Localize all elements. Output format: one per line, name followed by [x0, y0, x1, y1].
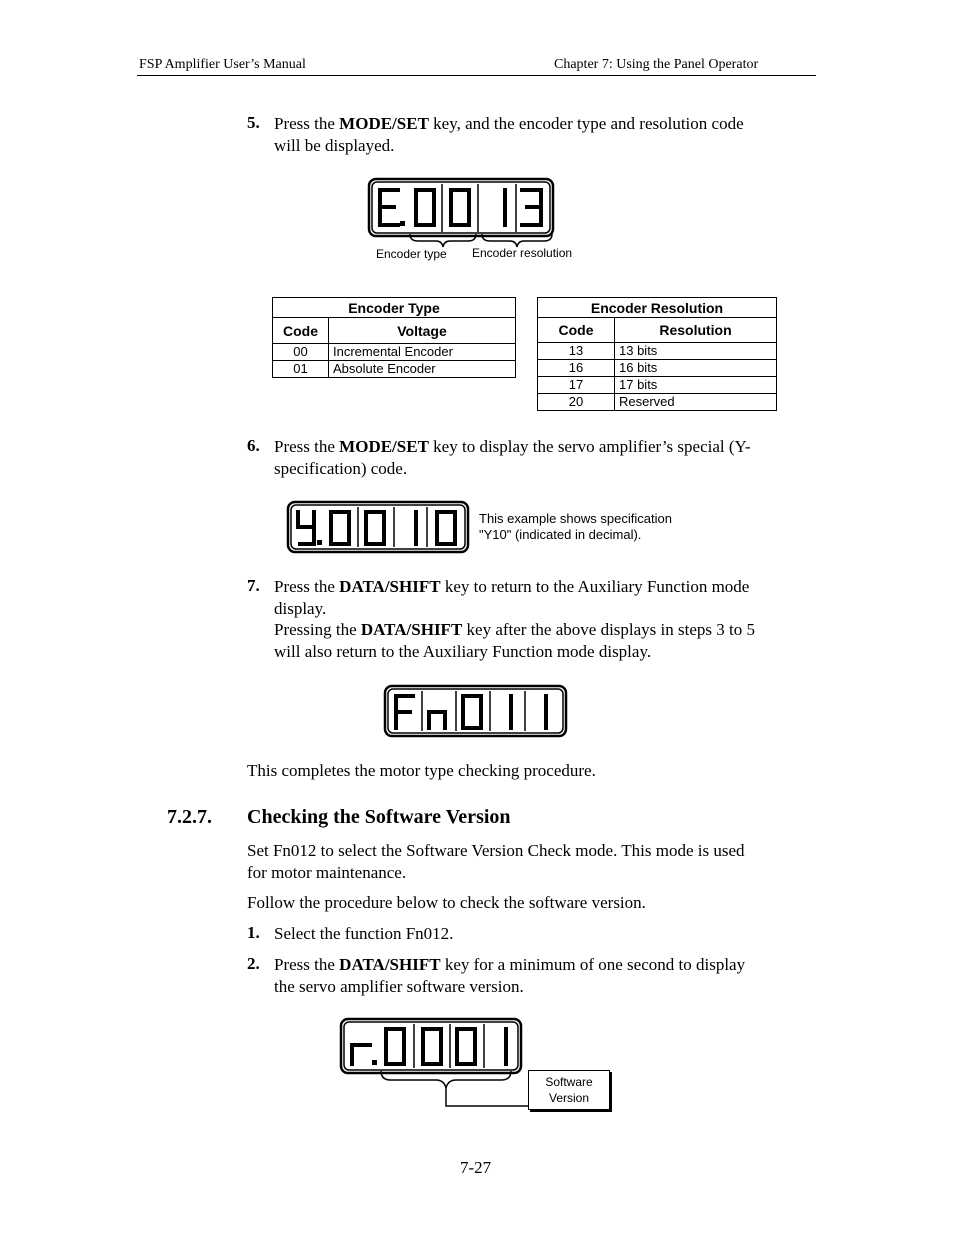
cell-code: 17	[538, 377, 615, 394]
completion-text: This completes the motor type checking procedure.	[247, 761, 596, 780]
step7-number: 7.	[247, 576, 260, 595]
section-follow-text: Follow the procedure below to check the software version.	[247, 893, 646, 912]
step5-text: Press the MODE/SET key, and the encoder type and resolution code will be displayed.	[274, 114, 744, 155]
cell-value: Incremental Encoder	[329, 344, 516, 361]
table-row	[538, 343, 777, 360]
table-row	[273, 361, 516, 378]
encoder-resolution-table-title: Encoder Resolution	[538, 298, 777, 318]
cell-code: 16	[538, 360, 615, 377]
sw-step1-number: 1.	[247, 923, 260, 942]
step7-text: Press the DATA/SHIFT key to return to the Auxiliary Function mode display. Pressing the DATA/SHIFT key after the above displays in steps 3 to 5 will also return to the Auxiliary Function mode display.	[274, 577, 755, 661]
label-encoder-type: Encoder type	[376, 247, 447, 261]
cell-value: 16 bits	[615, 360, 777, 377]
seven-seg-display-y-spec	[284, 499, 474, 557]
page-number: 7-27	[460, 1158, 492, 1177]
col-header-resolution: Resolution	[615, 318, 777, 343]
cell-code: 00	[273, 344, 329, 361]
col-header-code: Code	[273, 318, 329, 344]
leader-line	[446, 1088, 528, 1106]
section-number: 7.2.7.	[167, 806, 212, 828]
cell-value: 17 bits	[615, 377, 777, 394]
cell-code: 13	[538, 343, 615, 360]
cell-value: Reserved	[615, 394, 777, 411]
encoder-type-table	[272, 297, 516, 378]
cell-value: 13 bits	[615, 343, 777, 360]
section-title: Checking the Software Version	[247, 806, 511, 828]
sw-step2-number: 2.	[247, 954, 260, 973]
step6-number: 6.	[247, 436, 260, 455]
table-row	[538, 394, 777, 411]
label-encoder-resolution: Encoder resolution	[472, 246, 573, 260]
section-intro: Set Fn012 to select the Software Version Check mode. This mode is used for motor maintenance.	[247, 841, 745, 882]
sw-step1-text: Select the function Fn012.	[274, 924, 454, 943]
software-version-label-line2: Version	[548, 1091, 590, 1105]
seven-seg-display-fn011	[381, 683, 571, 741]
software-version-label-box	[528, 1070, 610, 1110]
step6-text: Press the MODE/SET key to display the servo amplifier’s special (Y- specification) code.	[274, 437, 751, 478]
cell-code: 01	[273, 361, 329, 378]
header-manual-title: FSP Amplifier User’s Manual	[139, 57, 306, 72]
software-version-label-line1: Software	[545, 1075, 593, 1089]
header-chapter-title: Chapter 7: Using the Panel Operator	[554, 57, 759, 72]
header-rule	[137, 75, 816, 76]
sw-step2-text: Press the DATA/SHIFT key for a minimum of one second to display the servo amplifier software version.	[274, 955, 746, 996]
table-row	[538, 360, 777, 377]
table-row	[273, 344, 516, 361]
encoder-type-table-title: Encoder Type	[273, 298, 516, 318]
col-header-voltage: Voltage	[329, 318, 516, 344]
table-row	[538, 377, 777, 394]
encoder-resolution-table	[537, 297, 777, 411]
cell-code: 20	[538, 394, 615, 411]
cell-value: Absolute Encoder	[329, 361, 516, 378]
col-header-code: Code	[538, 318, 615, 343]
step5-number: 5.	[247, 113, 260, 132]
y-spec-note: This example shows specification "Y10" (indicated in decimal).	[479, 511, 672, 542]
